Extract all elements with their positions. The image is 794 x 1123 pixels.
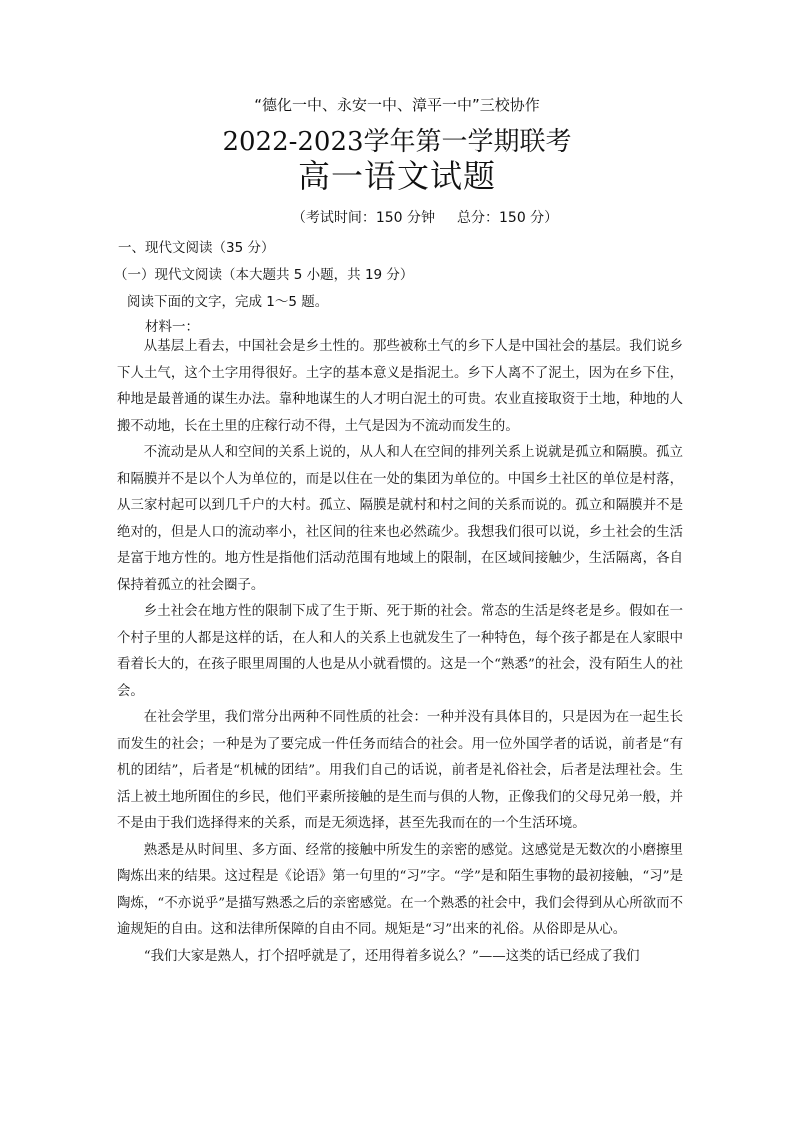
section-heading: 一、现代文阅读（35 分） xyxy=(118,240,275,256)
reading-instruction: 阅读下面的文字，完成 1～5 题。 xyxy=(127,294,329,310)
exam-main-title: 高一语文试题 xyxy=(297,157,496,195)
exam-info xyxy=(28,207,794,227)
school-collaboration-subtitle: “德化一中、永安一中、漳平一中”三校协作 xyxy=(254,96,540,114)
paragraph: 乡土社会在地方性的限制下成了生于斯、死于斯的社会。常态的生活是终老是乡。假如在一个村子里的人都是这样的话，在人和人的关系上也就发生了一种特色，每个孩子都是在人家眼中看着长大的，在孩子眼里周围的人也是从小就看惯的。这是一个“熟悉”的社会，没有陌生人的社会。 xyxy=(117,604,683,699)
total-score: 总分：150 分） xyxy=(457,210,559,226)
paragraph: 熟悉是从时间里、多方面、经常的接触中所发生的亲密的感觉。这感觉是无数次的小磨擦里陶炼出来的结果。这过程是《论语》第一句里的“习”字。“学”是和陌生事物的最初接触，“习”是陶炼，“不亦说乎”是描写熟悉之后的亲密感觉。在一个熟悉的社会中，我们会得到从心所欲而不逾规矩的自由。这和法律所保障的自由不同。规矩是“习”出来的礼俗。从俗即是从心。 xyxy=(117,842,683,937)
paragraph: 不流动是从人和空间的关系上说的，从人和人在空间的排列关系上说就是孤立和隔膜。孤立和隔膜并不是以个人为单位的，而是以住在一处的集团为单位的。中国乡土社区的单位是村落，从三家村起可以到几千户的大村。孤立、隔膜是就村和村之间的关系而说的。孤立和隔膜并不是绝对的，但是人口的流动率小，社区间的往来也必然疏少。我想我们很可以说，乡土社会的生活是富于地方性的。地方性是指他们活动范围有地域上的限制，在区域间接触少，生活隔离，各自保持着孤立的社会圈子。 xyxy=(117,445,683,593)
paragraph: “我们大家是熟人，打个招呼就是了，还用得着多说么？”——这类的话已经成了我们 xyxy=(143,948,640,964)
exam-time: （考试时间：150 分钟 xyxy=(291,210,435,226)
material-label: 材料一： xyxy=(145,319,199,335)
subsection-heading: （一）现代文阅读（本大题共 5 小题，共 19 分） xyxy=(114,267,414,283)
paragraph: 在社会学里，我们常分出两种不同性质的社会：一种并没有具体目的，只是因为在一起生长而发生的社会；一种是为了要完成一件任务而结合的社会。用一位外国学者的话说，前者是“有机的团结”，后者是“机械的团结”。用我们自己的话说，前者是礼俗社会，后者是法理社会。生活上被土地所囿住的乡民，他们平素所接触的是生而与俱的人物，正像我们的父母兄弟一般，并不是由于我们选择得来的关系，而是无须选择，甚至先我而在的一个生活环境。 xyxy=(117,710,683,831)
reading-passage xyxy=(117,334,683,970)
exam-year-title: 2022-2023学年第一学期联考 xyxy=(222,127,572,157)
paragraph: 从基层上看去，中国社会是乡土性的。那些被称土气的乡下人是中国社会的基层。我们说乡下人土气，这个土字用得很好。土字的基本意义是指泥土。乡下人离不了泥土，因为在乡下住，种地是最普通的谋生办法。靠种地谋生的人才明白泥土的可贵。农业直接取资于土地，种地的人搬不动地，长在土里的庄稼行动不得，土气是因为不流动而发生的。 xyxy=(117,339,683,434)
